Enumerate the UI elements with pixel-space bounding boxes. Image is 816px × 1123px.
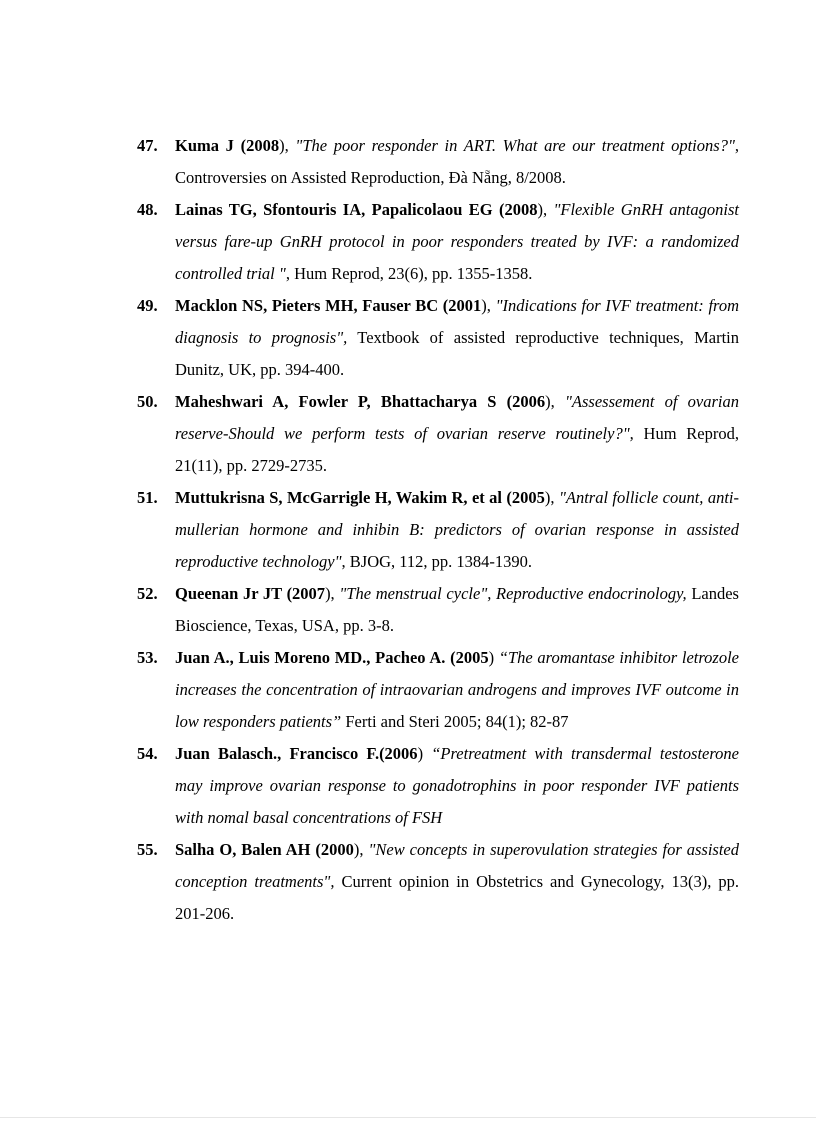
reference-number: 51. bbox=[137, 488, 158, 507]
reference-item bbox=[137, 578, 739, 642]
reference-number: 52. bbox=[137, 584, 158, 603]
reference-title: “Pretreatment with transdermal testosterone may improve ovarian response to gonadotrophins in poor responder IVF patients with nomal basal concentrations of FSH bbox=[175, 744, 739, 827]
reference-source: , Controversies on Assisted Reproduction, Đà Nẵng, 8/2008. bbox=[175, 136, 739, 187]
reference-separator: ) bbox=[488, 648, 499, 667]
reference-item bbox=[137, 130, 739, 194]
reference-item bbox=[137, 386, 739, 482]
reference-authors: Juan Balasch., Francisco F.(2006 bbox=[175, 744, 418, 763]
reference-item bbox=[137, 834, 739, 930]
reference-source: , Hum Reprod, 23(6), pp. 1355-1358. bbox=[285, 264, 533, 283]
reference-title: "Flexible GnRH antagonist versus fare-up GnRH protocol in poor responders treated by IVF: a randomized controlled trial " bbox=[175, 200, 739, 283]
reference-source: Landes Bioscience, Texas, USA, pp. 3-8. bbox=[175, 584, 739, 635]
reference-separator: ), bbox=[325, 584, 340, 603]
reference-separator: ), bbox=[481, 296, 496, 315]
reference-source: Current opinion in Obstetrics and Gynecology, 13(3), pp. 201-206. bbox=[175, 872, 739, 923]
reference-separator: ), bbox=[279, 136, 296, 155]
reference-item bbox=[137, 290, 739, 386]
reference-authors: Salha O, Balen AH (2000 bbox=[175, 840, 354, 859]
reference-authors: Kuma J (2008 bbox=[175, 136, 280, 155]
reference-authors: Muttukrisna S, McGarrigle H, Wakim R, et al (2005 bbox=[175, 488, 545, 507]
reference-separator: ), bbox=[545, 392, 565, 411]
reference-authors: Macklon NS, Pieters MH, Fauser BC (2001 bbox=[175, 296, 482, 315]
reference-number: 50. bbox=[137, 392, 158, 411]
reference-list bbox=[137, 130, 739, 930]
reference-source: , BJOG, 112, pp. 1384-1390. bbox=[341, 552, 533, 571]
reference-number: 48. bbox=[137, 200, 158, 219]
reference-item bbox=[137, 738, 739, 834]
reference-number: 49. bbox=[137, 296, 158, 315]
page-bottom-divider bbox=[0, 1117, 816, 1118]
reference-title: "The menstrual cycle", Reproductive endocrinology, bbox=[339, 584, 687, 603]
reference-number: 53. bbox=[137, 648, 158, 667]
reference-authors: Queenan Jr JT (2007 bbox=[175, 584, 326, 603]
reference-source: Textbook of assisted reproductive techniques, Martin Dunitz, UK, pp. 394-400. bbox=[175, 328, 739, 379]
reference-item bbox=[137, 194, 739, 290]
reference-title: "Assessement of ovarian reserve-Should we perform tests of ovarian reserve routinely?", bbox=[175, 392, 739, 443]
reference-source: Ferti and Steri 2005; 84(1); 82-87 bbox=[341, 712, 569, 731]
reference-title: “The aromantase inhibitor letrozole increases the concentration of intraovarian androgens and improves IVF outcome in low responders patients” bbox=[175, 648, 739, 731]
reference-title: "New concepts in superovulation strategies for assisted conception treatments", bbox=[175, 840, 739, 891]
reference-number: 47. bbox=[137, 136, 158, 155]
reference-authors: Lainas TG, Sfontouris IA, Papalicolaou EG (2008 bbox=[175, 200, 538, 219]
reference-item bbox=[137, 642, 739, 738]
reference-title: "The poor responder in ART. What are our treatment options?" bbox=[295, 136, 735, 155]
reference-authors: Maheshwari A, Fowler P, Bhattacharya S (2006 bbox=[175, 392, 546, 411]
reference-separator: ), bbox=[544, 488, 559, 507]
reference-number: 54. bbox=[137, 744, 158, 763]
reference-title: "Indications for IVF treatment: from diagnosis to prognosis", bbox=[175, 296, 739, 347]
reference-separator: ), bbox=[537, 200, 554, 219]
reference-separator: ) bbox=[417, 744, 432, 763]
reference-authors: Juan A., Luis Moreno MD., Pacheo A. (2005 bbox=[175, 648, 489, 667]
reference-item bbox=[137, 482, 739, 578]
reference-title: "Antral follicle count, anti-mullerian hormone and inhibin B: predictors of ovarian response in assisted reproductive technology" bbox=[175, 488, 739, 571]
reference-number: 55. bbox=[137, 840, 158, 859]
reference-source: Hum Reprod, 21(11), pp. 2729-2735. bbox=[175, 424, 739, 475]
reference-separator: ), bbox=[353, 840, 369, 859]
